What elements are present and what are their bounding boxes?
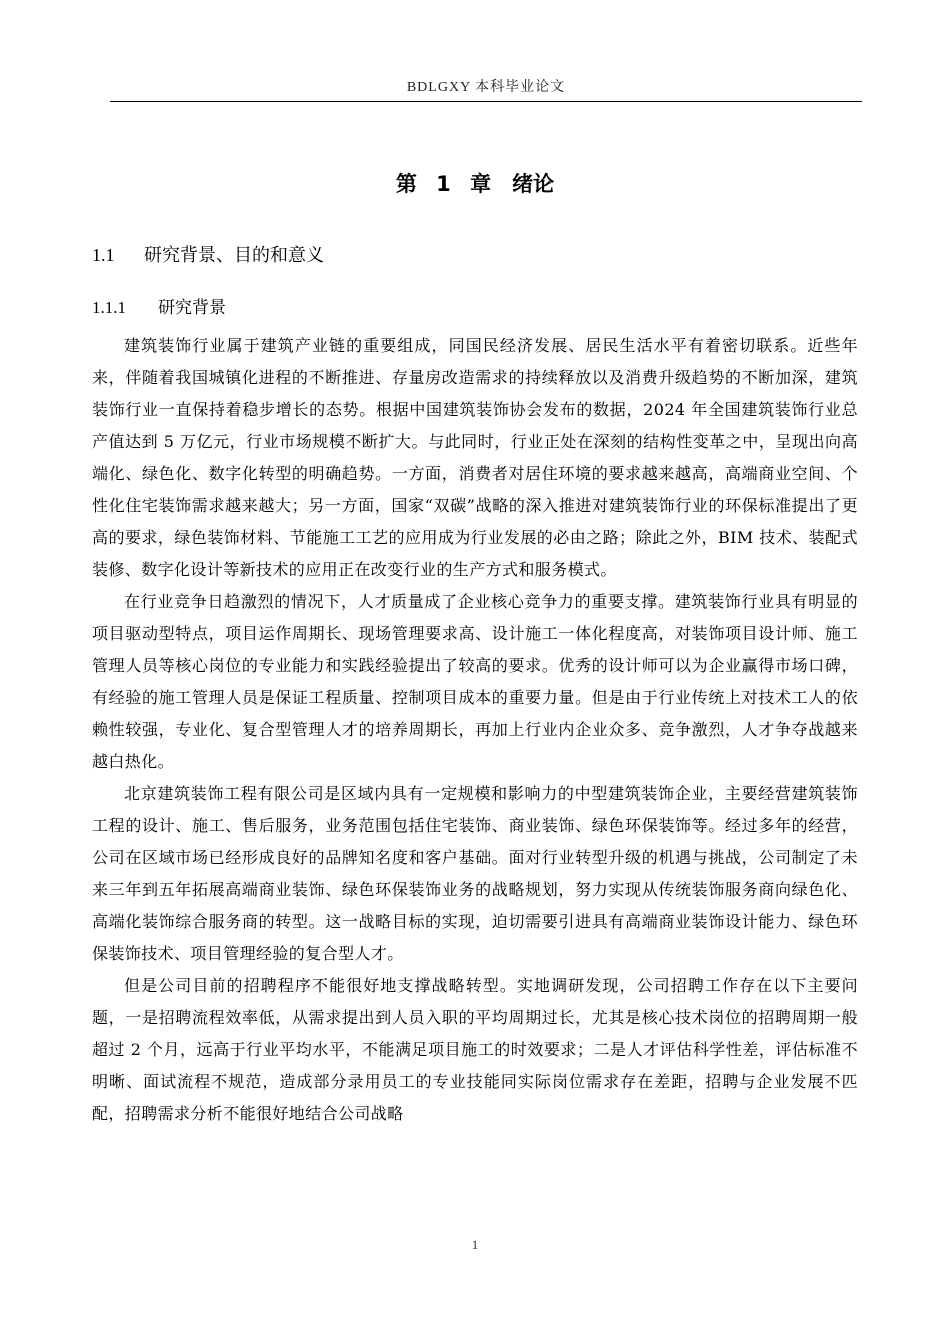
body-text xyxy=(92,330,858,1130)
paragraph-2: 在行业竞争日趋激烈的情况下，人才质量成了企业核心竞争力的重要支撑。建筑装饰行业具有明显的项目驱动型特点，项目运作周期长、现场管理要求高、设计施工一体化程度高，对装饰项目设计师、施工管理人员等核心岗位的专业能力和实践经验提出了较高的要求。优秀的设计师可以为企业赢得市场口碑，有经验的施工管理人员是保证工程质量、控制项目成本的重要力量。但是由于行业传统上对技术工人的依赖性较强，专业化、复合型管理人才的培养周期长，再加上行业内企业众多、竞争激烈，人才争夺战越来越白热化。 xyxy=(92,592,858,771)
subsection-number: 1.1.1 xyxy=(92,298,126,317)
section-title-text: 研究背景、目的和意义 xyxy=(144,245,324,266)
paragraph-3: 北京建筑装饰工程有限公司是区域内具有一定规模和影响力的中型建筑装饰企业，主要经营建筑装饰工程的设计、施工、售后服务，业务范围包括住宅装饰、商业装饰、绿色环保装饰等。经过多年的经营，公司在区域市场已经形成良好的品牌知名度和客户基础。面对行业转型升级的机遇与挑战，公司制定了未来三年到五年拓展高端商业装饰、绿色环保装饰业务的战略规划，努力实现从传统装饰服务商向绿色化、高端化装饰综合服务商的转型。这一战略目标的实现，迫切需要引进具有高端商业装饰设计能力、绿色环保装饰技术、项目管理经验的复合型人才。 xyxy=(92,784,858,963)
section-number: 1.1 xyxy=(92,245,115,265)
section-heading xyxy=(92,241,324,267)
page-number: 1 xyxy=(471,1237,479,1252)
subsection-heading xyxy=(92,293,226,318)
paragraph-1: 建筑装饰行业属于建筑产业链的重要组成，同国民经济发展、居民生活水平有着密切联系。近些年来，伴随着我国城镇化进程的不断推进、存量房改造需求的持续释放以及消费升级趋势的不断加深，建筑装饰行业一直保持着稳步增长的态势。根据中国建筑装饰协会发布的数据，2024 年全国建筑装饰行业总产值达到 5 万亿元，行业市场规模不断扩大。与此同时，行业正处在深刻的结构性变革之中，呈现出向高端化、绿色化、数字化转型的明确趋势。一方面，消费者对居住环境的要求越来越高，高端商业空间、个性化住宅装饰需求越来越大；另一方面，国家“双碳”战略的深入推进对建筑装饰行业的环保标准提出了更高的要求，绿色装饰材料、节能施工工艺的应用成为行业发展的必由之路；除此之外，BIM 技术、装配式装修、数字化设计等新技术的应用正在改变行业的生产方式和服务模式。 xyxy=(92,336,858,579)
subsection-title-text: 研究背景 xyxy=(158,298,226,318)
chapter-title: 第 1 章 绪论 xyxy=(395,172,555,196)
running-header: BDLGXY 本科毕业论文 xyxy=(110,76,862,102)
paragraph-4: 但是公司目前的招聘程序不能很好地支撑战略转型。实地调研发现，公司招聘工作存在以下主要问题，一是招聘流程效率低，从需求提出到人员入职的平均周期过长，尤其是核心技术岗位的招聘周期一般超过 2 个月，远高于行业平均水平，不能满足项目施工的时效要求；二是人才评估科学性差，评估标准不明晰、面试流程不规范，造成部分录用员工的专业技能同实际岗位需求存在差距，招聘与企业发展不匹配，招聘需求分析不能很好地结合公司战略 xyxy=(92,976,858,1123)
